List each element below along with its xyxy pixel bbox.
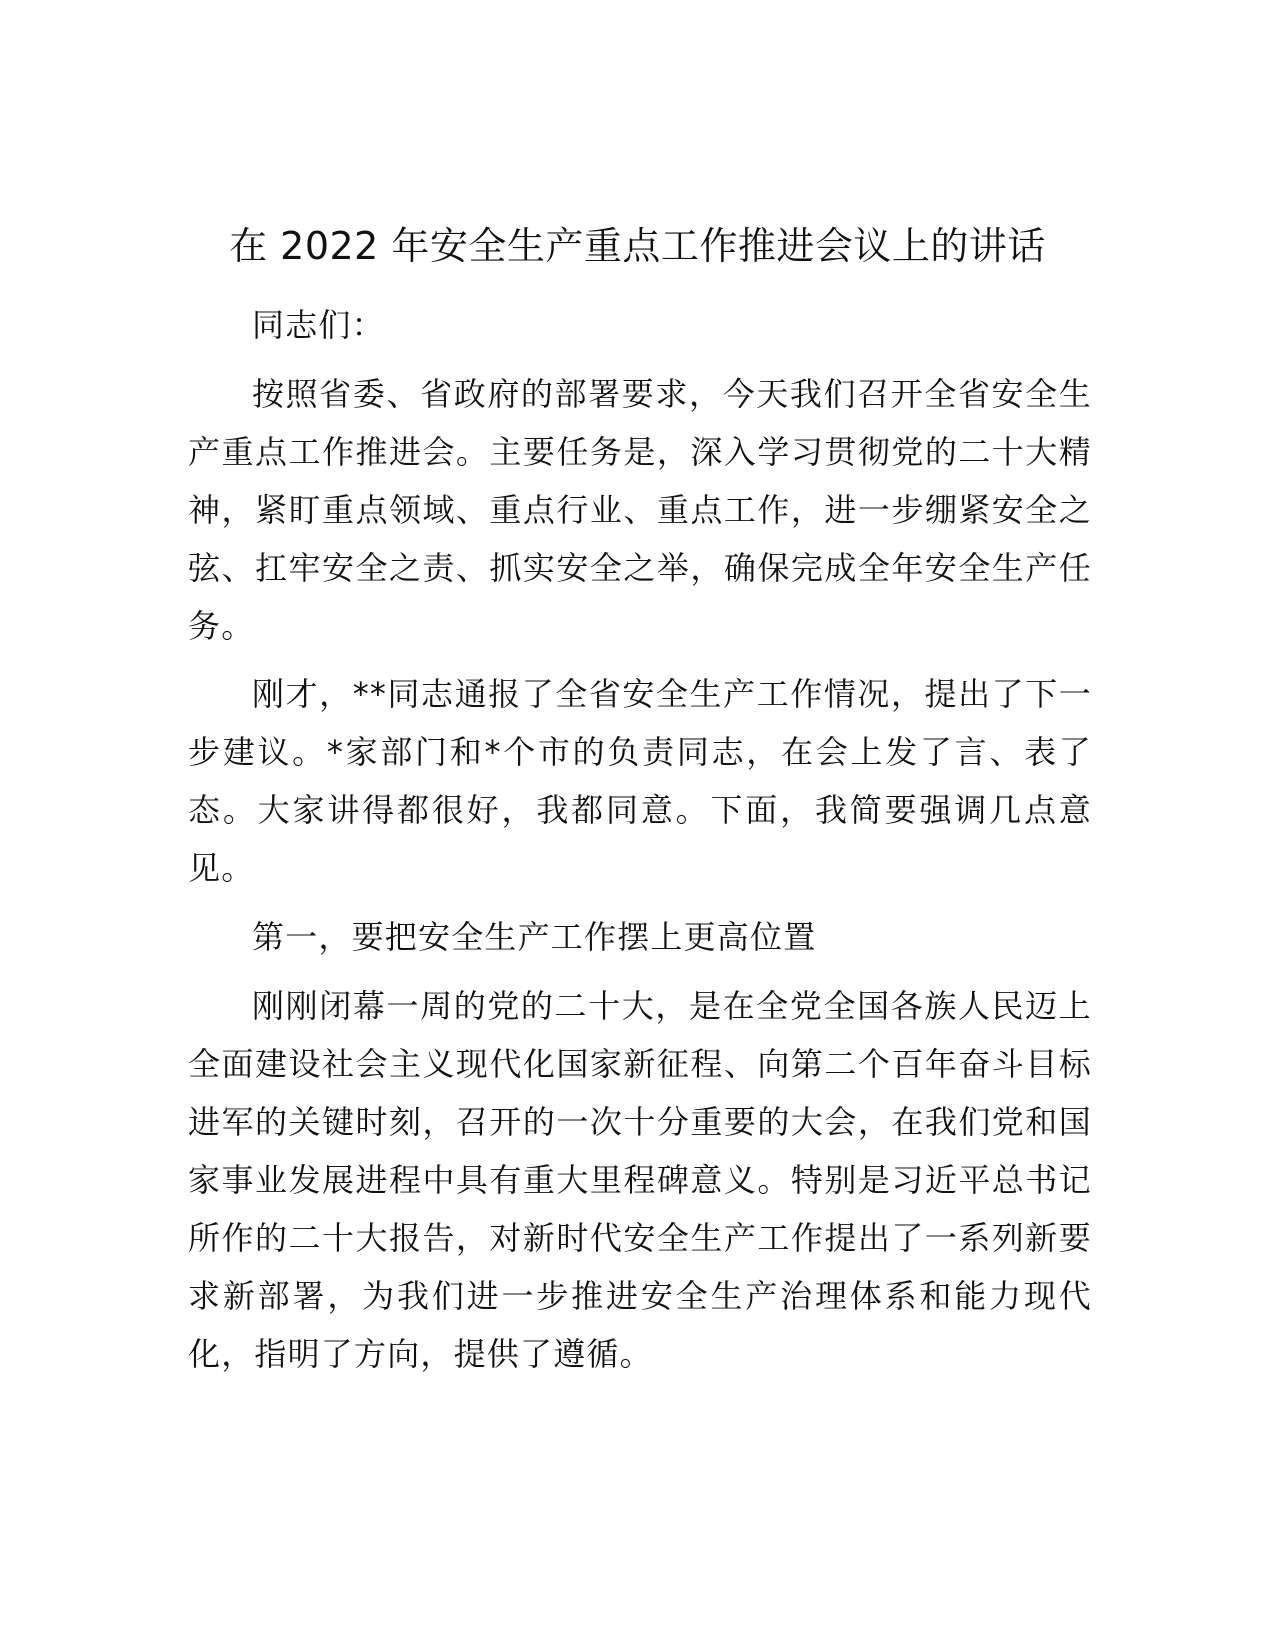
document-title: 在 2022 年安全生产重点工作推进会议上的讲话 [229,224,1046,268]
salutation: 同志们： [252,306,385,344]
paragraph-section-one: 刚刚闭幕一周的党的二十大，是在全党全国各族人民迈上全面建设社会主义现代化国家新征程、向第二个百年奋斗目标进军的关键时刻，召开的一次十分重要的大会，在我们党和国家事业发展进程中具有重大里程碑意义。特别是习近平总书记所作的二十大报告，对新时代安全生产工作提出了一系列新要求新部署，为我们进一步推进安全生产治理体系和能力现代化，指明了方向，提供了遵循。 [188,987,1092,1373]
paragraph-intro: 按照省委、省政府的部署要求，今天我们召开全省安全生产重点工作推进会。主要任务是，深入学习贯彻党的二十大精神，紧盯重点领域、重点行业、重点工作，进一步绷紧安全之弦、扛牢安全之责、抓实安全之举，确保完成全年安全生产任务。 [188,375,1092,645]
paragraph-summary: 刚才，**同志通报了全省安全生产工作情况，提出了下一步建议。*家部门和*个市的负责同志，在会上发了言、表了态。大家讲得都很好，我都同意。下面，我简要强调几点意见。 [188,675,1092,887]
section-heading-first: 第一，要把安全生产工作摆上更高位置 [252,918,817,956]
